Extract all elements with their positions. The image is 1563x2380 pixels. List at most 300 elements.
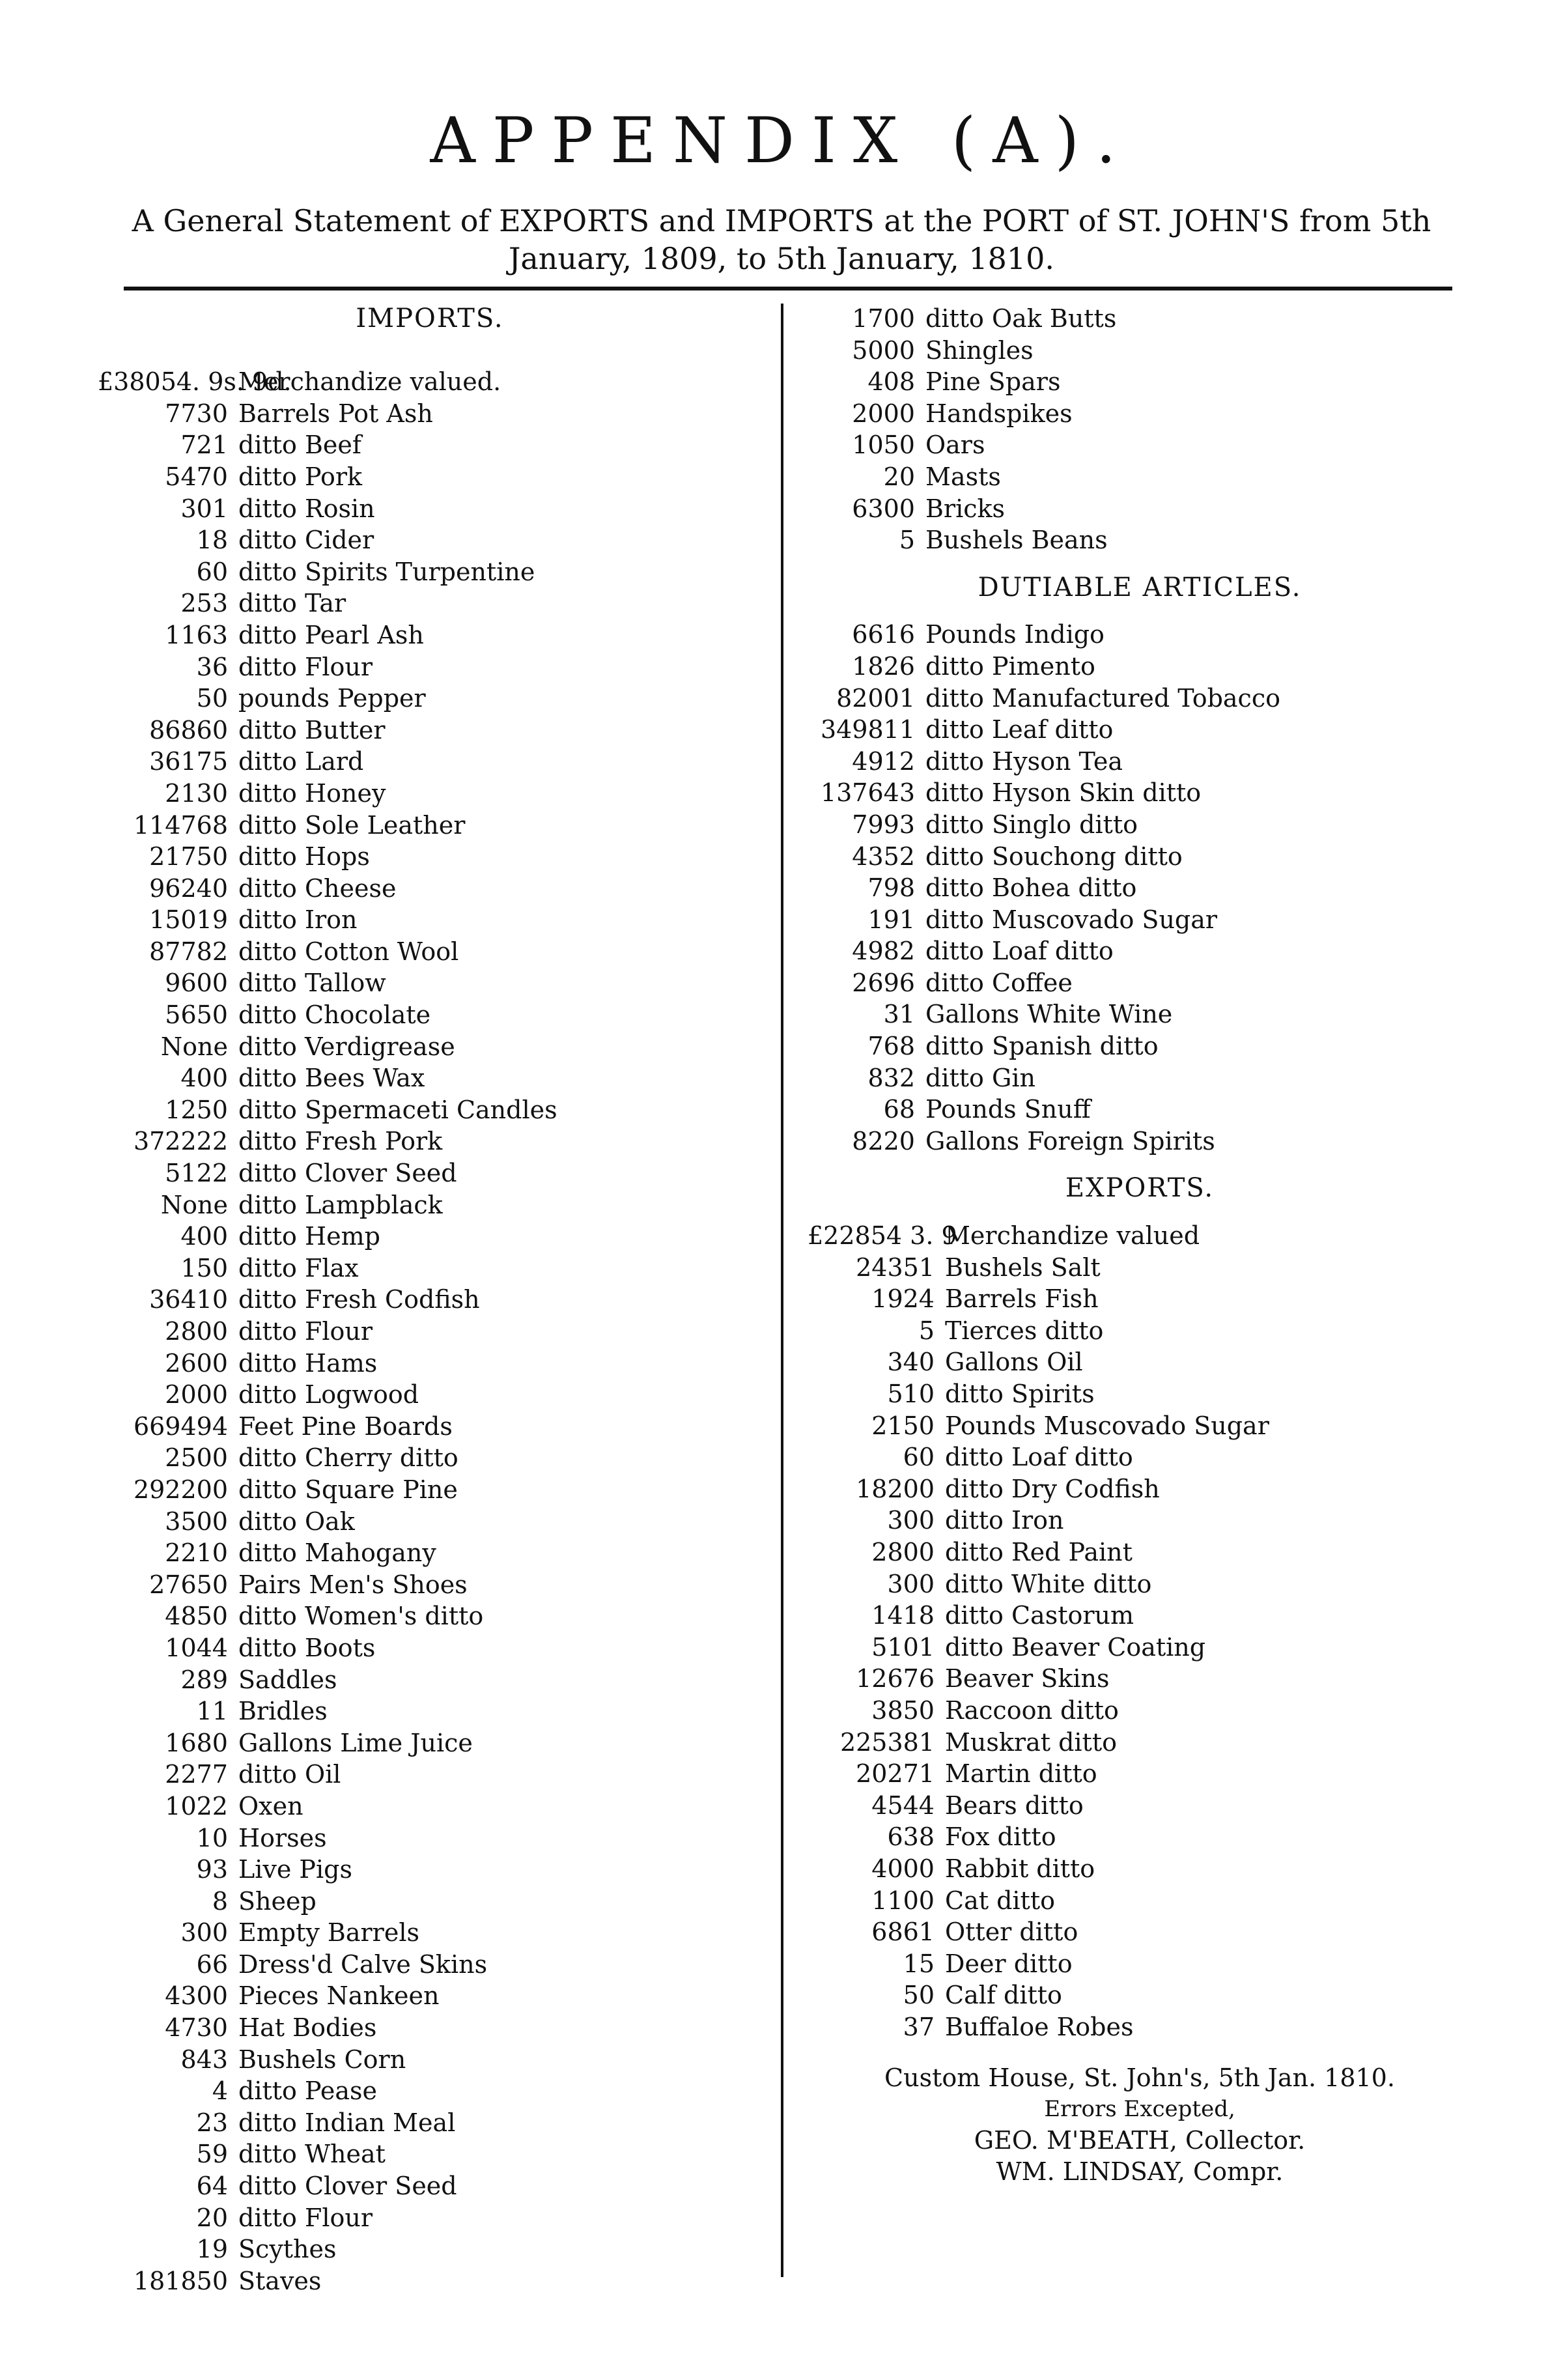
item-quantity: 669494 <box>133 1411 228 1441</box>
exports-heading: EXPORTS. <box>1065 1173 1215 1204</box>
item-quantity: 5650 <box>165 1000 228 1030</box>
dutiable-list <box>808 619 1472 1157</box>
item-description: Pairs Men's Shoes <box>238 1570 468 1599</box>
item-description: Bridles <box>238 1697 328 1726</box>
item-description: ditto Bohea ditto <box>925 873 1137 903</box>
item-description: ditto Cotton Wool <box>238 937 459 966</box>
item-quantity: 5101 <box>871 1632 935 1662</box>
item-description: ditto Iron <box>238 905 358 935</box>
item-description: Gallons Foreign Spirits <box>925 1126 1215 1155</box>
list-item <box>98 461 762 493</box>
list-item <box>98 2012 762 2044</box>
list-item <box>808 1441 1472 1473</box>
item-quantity: 15 <box>903 1949 935 1978</box>
item-quantity: None <box>160 1032 228 1061</box>
item-description: ditto Spanish ditto <box>925 1032 1159 1061</box>
item-description: ditto Oil <box>238 1760 341 1789</box>
item-description: ditto Wheat <box>238 2140 386 2169</box>
list-item <box>808 493 1472 525</box>
list-item <box>98 1791 762 1822</box>
list-item <box>98 810 762 842</box>
item-description: ditto Chocolate <box>238 1000 431 1030</box>
item-description: Pounds Muscovado Sugar <box>945 1411 1269 1440</box>
list-item <box>98 999 762 1031</box>
item-description: Tierces ditto <box>945 1316 1104 1345</box>
item-description: ditto Bees Wax <box>238 1064 425 1093</box>
item-quantity: 300 <box>887 1506 935 1535</box>
list-item <box>98 1854 762 1886</box>
list-item <box>808 429 1472 461</box>
item-description: Fox ditto <box>945 1822 1056 1852</box>
item-quantity: 181850 <box>133 2266 228 2295</box>
item-quantity: 24351 <box>856 1253 935 1282</box>
item-quantity: 225381 <box>839 1727 935 1757</box>
item-quantity: 50 <box>903 1981 935 2010</box>
page-title: APPENDIX (A). <box>430 104 1133 177</box>
item-quantity: 4300 <box>165 1981 228 2011</box>
item-quantity: 400 <box>180 1064 228 1093</box>
item-description: Feet Pine Boards <box>238 1411 453 1441</box>
item-quantity: 300 <box>180 1918 228 1948</box>
item-quantity: 36175 <box>149 747 228 776</box>
item-description: Bushels Salt <box>945 1253 1101 1282</box>
item-quantity: 1050 <box>852 431 915 460</box>
item-description: ditto Leaf ditto <box>925 715 1114 744</box>
list-item <box>98 746 762 778</box>
list-item <box>98 1537 762 1569</box>
item-quantity: 4544 <box>871 1791 935 1820</box>
item-quantity: 1924 <box>871 1284 935 1314</box>
item-description: Bricks <box>925 494 1006 523</box>
item-quantity: 20 <box>883 462 915 491</box>
column-divider <box>781 304 783 2277</box>
item-quantity: 349811 <box>820 715 915 744</box>
item-quantity: 289 <box>180 1665 228 1694</box>
item-quantity: 9600 <box>165 969 228 998</box>
footer-signature <box>808 2062 1472 2187</box>
list-item <box>808 683 1472 715</box>
item-description: ditto Square Pine <box>238 1475 458 1504</box>
list-item <box>98 1600 762 1632</box>
item-quantity: 114768 <box>133 810 228 840</box>
list-item <box>808 746 1472 778</box>
item-description: Bushels Beans <box>925 526 1108 555</box>
list-item <box>98 429 762 461</box>
item-description: ditto Lampblack <box>238 1190 443 1219</box>
item-quantity: 36410 <box>149 1285 228 1314</box>
item-description: Pine Spars <box>925 367 1061 397</box>
item-quantity: 721 <box>180 431 228 460</box>
list-item <box>808 1821 1472 1853</box>
item-quantity: 2277 <box>165 1760 228 1789</box>
item-quantity: 11 <box>196 1697 228 1726</box>
list-item <box>98 1094 762 1126</box>
item-quantity: 2800 <box>871 1537 935 1566</box>
item-description: ditto Mahogany <box>238 1538 436 1568</box>
item-quantity: 21750 <box>149 842 228 871</box>
item-quantity: 253 <box>180 589 228 618</box>
list-item <box>98 778 762 810</box>
item-quantity: 36 <box>196 652 228 681</box>
item-description: ditto Hyson Skin ditto <box>925 778 1202 808</box>
item-description: Muskrat ditto <box>945 1727 1117 1757</box>
item-quantity: 68 <box>883 1095 915 1124</box>
item-description: ditto Beef <box>238 431 361 460</box>
list-item <box>98 1727 762 1759</box>
item-quantity: 64 <box>196 2172 228 2201</box>
item-description: Barrels Fish <box>945 1284 1099 1314</box>
item-description: ditto Flax <box>238 1253 359 1282</box>
list-item <box>98 683 762 715</box>
item-quantity: 2600 <box>165 1348 228 1378</box>
item-quantity: 2210 <box>165 1538 228 1568</box>
list-item <box>808 1948 1472 1980</box>
list-item <box>808 335 1472 367</box>
item-quantity: 1680 <box>165 1728 228 1757</box>
item-description: ditto Butter <box>238 715 386 744</box>
item-description: ditto Cider <box>238 526 374 555</box>
list-item <box>98 1284 762 1316</box>
list-item <box>98 2233 762 2265</box>
item-quantity: 20 <box>196 2203 228 2232</box>
item-description: ditto Oak Butts <box>925 304 1117 333</box>
list-item <box>808 461 1472 493</box>
item-quantity: 301 <box>180 494 228 523</box>
item-description: ditto Iron <box>945 1506 1064 1535</box>
item-description: ditto Oak <box>238 1507 355 1536</box>
list-item <box>808 1790 1472 1822</box>
list-item <box>808 841 1472 873</box>
item-quantity: 7993 <box>852 810 915 839</box>
item-quantity: 18200 <box>856 1474 935 1503</box>
list-item <box>808 1283 1472 1315</box>
item-description: ditto Loaf ditto <box>925 937 1114 966</box>
item-description: ditto Fresh Codfish <box>238 1285 480 1314</box>
list-item <box>98 1379 762 1411</box>
item-quantity: 59 <box>196 2140 228 2169</box>
list-item <box>98 556 762 588</box>
item-description: Live Pigs <box>238 1855 352 1884</box>
list-item <box>98 588 762 619</box>
list-item <box>98 366 762 398</box>
item-quantity: 12676 <box>856 1664 935 1693</box>
list-item <box>808 1727 1472 1759</box>
item-description: Pounds Indigo <box>925 620 1105 649</box>
footer-collector: GEO. M'BEATH, Collector. <box>974 2126 1306 2155</box>
item-quantity: 4912 <box>852 746 915 776</box>
list-item <box>808 872 1472 904</box>
item-quantity: 832 <box>867 1063 915 1092</box>
item-description: ditto Singlo ditto <box>925 810 1138 839</box>
item-quantity: 93 <box>196 1855 228 1884</box>
footer-place-date: Custom House, St. John's, 5th Jan. 1810. <box>884 2063 1395 2093</box>
item-description: ditto Dry Codfish <box>945 1474 1160 1503</box>
list-item <box>808 999 1472 1030</box>
item-description: ditto Cheese <box>238 873 397 903</box>
item-description: ditto Hyson Tea <box>925 746 1123 776</box>
item-quantity: 638 <box>887 1822 935 1852</box>
item-description: ditto Souchong ditto <box>925 842 1183 871</box>
item-quantity: 96240 <box>149 873 228 903</box>
list-item <box>808 1663 1472 1695</box>
item-quantity: 4352 <box>852 842 915 871</box>
right-column <box>808 303 1472 2187</box>
item-description: ditto Cherry ditto <box>238 1443 458 1473</box>
item-quantity: 5 <box>918 1316 935 1345</box>
list-item <box>808 1220 1472 1252</box>
list-item <box>808 1537 1472 1568</box>
item-description: Dress'd Calve Skins <box>238 1949 488 1979</box>
item-quantity: 23 <box>196 2108 228 2137</box>
list-item <box>98 1980 762 2012</box>
item-quantity: 372222 <box>133 1127 228 1156</box>
item-quantity: 60 <box>903 1443 935 1472</box>
item-quantity: 7730 <box>165 399 228 428</box>
list-item <box>808 1126 1472 1157</box>
list-item <box>808 1315 1472 1347</box>
item-description: ditto Spirits Turpentine <box>238 557 535 586</box>
item-quantity: 1418 <box>871 1601 935 1630</box>
list-item <box>98 2265 762 2297</box>
item-description: Shingles <box>925 335 1034 365</box>
item-description: ditto Lard <box>238 747 364 776</box>
list-item <box>98 2138 762 2170</box>
item-quantity: 2150 <box>871 1411 935 1440</box>
item-quantity: 87782 <box>149 937 228 966</box>
list-item <box>98 1632 762 1664</box>
item-quantity: 2696 <box>852 968 915 997</box>
item-description: ditto Hops <box>238 842 370 871</box>
item-description: ditto Gin <box>925 1063 1035 1092</box>
item-description: ditto Pork <box>238 462 363 491</box>
item-description: ditto Pearl Ash <box>238 620 424 649</box>
list-item <box>98 1569 762 1601</box>
item-description: Beaver Skins <box>945 1664 1110 1693</box>
item-quantity: 137643 <box>820 778 915 808</box>
list-item <box>808 1885 1472 1917</box>
item-description: ditto Clover Seed <box>238 1159 457 1188</box>
item-description: ditto Hams <box>238 1348 378 1378</box>
item-description: Bears ditto <box>945 1791 1084 1820</box>
item-description: Cat ditto <box>945 1886 1055 1915</box>
item-description: ditto Spirits <box>945 1380 1095 1408</box>
item-description: Merchandize valued <box>945 1221 1200 1251</box>
list-item <box>98 1189 762 1221</box>
item-description: Horses <box>238 1823 327 1852</box>
footer-errors: Errors Excepted, <box>1044 2096 1235 2123</box>
list-item <box>98 1917 762 1949</box>
list-item <box>98 2075 762 2107</box>
item-description: ditto Sole Leather <box>238 810 466 840</box>
list-item <box>808 651 1472 683</box>
list-item <box>808 1346 1472 1378</box>
item-description: ditto Honey <box>238 778 386 808</box>
item-description: ditto Castorum <box>945 1601 1134 1630</box>
item-quantity: 2000 <box>852 399 915 428</box>
item-quantity: 1826 <box>852 651 915 681</box>
item-description: Calf ditto <box>945 1981 1062 2010</box>
item-description: ditto Indian Meal <box>238 2108 456 2137</box>
list-item <box>808 303 1472 335</box>
list-item <box>808 2011 1472 2043</box>
item-description: Hat Bodies <box>238 2013 377 2043</box>
item-description: Gallons Oil <box>945 1348 1083 1377</box>
list-item <box>808 1632 1472 1664</box>
item-quantity: 19 <box>196 2235 228 2264</box>
item-quantity: None <box>160 1190 228 1219</box>
list-item <box>98 936 762 968</box>
item-description: Buffaloe Robes <box>945 2012 1134 2041</box>
item-description: ditto Flour <box>238 652 373 681</box>
list-item <box>808 935 1472 967</box>
exports-list <box>808 1220 1472 2043</box>
item-quantity: 292200 <box>133 1475 228 1504</box>
item-quantity: 18 <box>196 526 228 555</box>
item-description: ditto White ditto <box>945 1569 1152 1598</box>
list-item <box>98 2170 762 2202</box>
list-item <box>808 809 1472 841</box>
list-item <box>808 904 1472 936</box>
item-quantity: 5122 <box>165 1159 228 1188</box>
list-item <box>808 1758 1472 1790</box>
list-item <box>808 366 1472 398</box>
list-item <box>808 619 1472 651</box>
list-item <box>98 1506 762 1538</box>
item-quantity: 82001 <box>836 683 915 713</box>
list-item <box>808 1378 1472 1410</box>
list-item <box>98 1949 762 1981</box>
item-description: Oars <box>925 431 985 460</box>
item-description: ditto Fresh Pork <box>238 1127 443 1156</box>
item-description: ditto Pease <box>238 2076 377 2106</box>
item-quantity: 798 <box>867 873 915 903</box>
item-quantity: 27650 <box>149 1570 228 1599</box>
item-quantity: 60 <box>196 557 228 586</box>
item-description: ditto Flour <box>238 1317 373 1346</box>
item-quantity: 2000 <box>165 1380 228 1410</box>
imports-heading: IMPORTS. <box>356 304 504 333</box>
list-item <box>98 1316 762 1348</box>
imports-continued-list <box>808 303 1472 556</box>
item-description: ditto Logwood <box>238 1380 419 1410</box>
item-quantity: 1250 <box>165 1095 228 1124</box>
list-item <box>808 714 1472 746</box>
list-item <box>808 524 1472 556</box>
item-description: Pieces Nankeen <box>238 1981 440 2011</box>
item-quantity: 86860 <box>149 715 228 744</box>
item-quantity: 408 <box>867 367 915 397</box>
page-subtitle: A General Statement of EXPORTS and IMPORTS at the PORT of ST. JOHN'S from 5th January, 1809, to 5th January, 1810. <box>132 203 1431 276</box>
item-description: ditto Manufactured Tobacco <box>925 683 1280 713</box>
item-description: Martin ditto <box>945 1759 1097 1789</box>
item-description: ditto Women's ditto <box>238 1602 484 1631</box>
list-item <box>98 1759 762 1791</box>
list-item <box>808 1505 1472 1537</box>
item-quantity: 6861 <box>871 1918 935 1947</box>
list-item <box>98 967 762 999</box>
list-item <box>808 1853 1472 1885</box>
item-quantity: 5 <box>899 526 915 555</box>
item-quantity: 300 <box>887 1569 935 1598</box>
item-description: Saddles <box>238 1665 337 1694</box>
list-item <box>98 841 762 873</box>
item-description: Masts <box>925 462 1001 491</box>
item-description: ditto Rosin <box>238 494 375 523</box>
item-description: Empty Barrels <box>238 1918 419 1948</box>
item-description: ditto Red Paint <box>945 1537 1133 1566</box>
item-description: Raccoon ditto <box>945 1695 1119 1725</box>
item-quantity: 8 <box>212 1886 228 1916</box>
list-item <box>98 524 762 556</box>
list-item <box>98 2044 762 2076</box>
item-quantity: 2130 <box>165 778 228 808</box>
item-quantity: £22854 3. 9 <box>808 1221 957 1251</box>
item-description: Deer ditto <box>945 1949 1073 1978</box>
item-quantity: 400 <box>180 1222 228 1251</box>
item-description: Otter ditto <box>945 1918 1078 1947</box>
item-description: ditto Pimento <box>925 651 1095 681</box>
list-item <box>98 1157 762 1189</box>
list-item <box>98 1886 762 1918</box>
item-quantity: 50 <box>196 684 228 713</box>
item-quantity: 3850 <box>871 1695 935 1725</box>
item-quantity: 20271 <box>856 1759 935 1789</box>
list-item <box>808 1568 1472 1600</box>
item-description: ditto Boots <box>238 1633 376 1662</box>
item-description: ditto Tallow <box>238 969 386 998</box>
item-description: pounds Pepper <box>238 684 426 713</box>
list-item <box>98 873 762 905</box>
item-quantity: 4982 <box>852 937 915 966</box>
item-description: ditto Loaf ditto <box>945 1443 1133 1472</box>
list-item <box>98 398 762 430</box>
list-item <box>98 715 762 746</box>
item-quantity: 1044 <box>165 1633 228 1662</box>
item-quantity: 15019 <box>149 905 228 935</box>
list-item <box>98 904 762 936</box>
item-quantity: 31 <box>883 1000 915 1029</box>
item-description: Scythes <box>238 2235 337 2264</box>
list-item <box>808 1252 1472 1284</box>
list-item <box>98 1664 762 1696</box>
item-quantity: 1163 <box>165 620 228 649</box>
list-item <box>98 1348 762 1380</box>
item-description: Bushels Corn <box>238 2045 406 2074</box>
item-description: ditto Coffee <box>925 968 1073 997</box>
item-quantity: 8220 <box>852 1126 915 1155</box>
item-description: ditto Beaver Coating <box>945 1632 1206 1662</box>
list-item <box>808 1916 1472 1948</box>
list-item <box>98 651 762 683</box>
list-item <box>98 1221 762 1253</box>
item-quantity: 1022 <box>165 1791 228 1820</box>
imports-list <box>98 366 762 2297</box>
item-quantity: 6616 <box>852 620 915 649</box>
item-description: ditto Hemp <box>238 1222 380 1251</box>
list-item <box>808 1094 1472 1126</box>
item-quantity: 1100 <box>871 1886 935 1915</box>
item-description: Handspikes <box>925 399 1073 428</box>
list-item <box>98 1474 762 1506</box>
item-quantity: 37 <box>903 2012 935 2041</box>
list-item <box>98 1442 762 1474</box>
list-item <box>98 493 762 525</box>
dutiable-heading: DUTIABLE ARTICLES. <box>978 572 1302 602</box>
item-description: ditto Tar <box>238 589 346 618</box>
item-quantity: 3500 <box>165 1507 228 1536</box>
item-quantity: 1700 <box>852 304 915 333</box>
item-quantity: 2500 <box>165 1443 228 1473</box>
